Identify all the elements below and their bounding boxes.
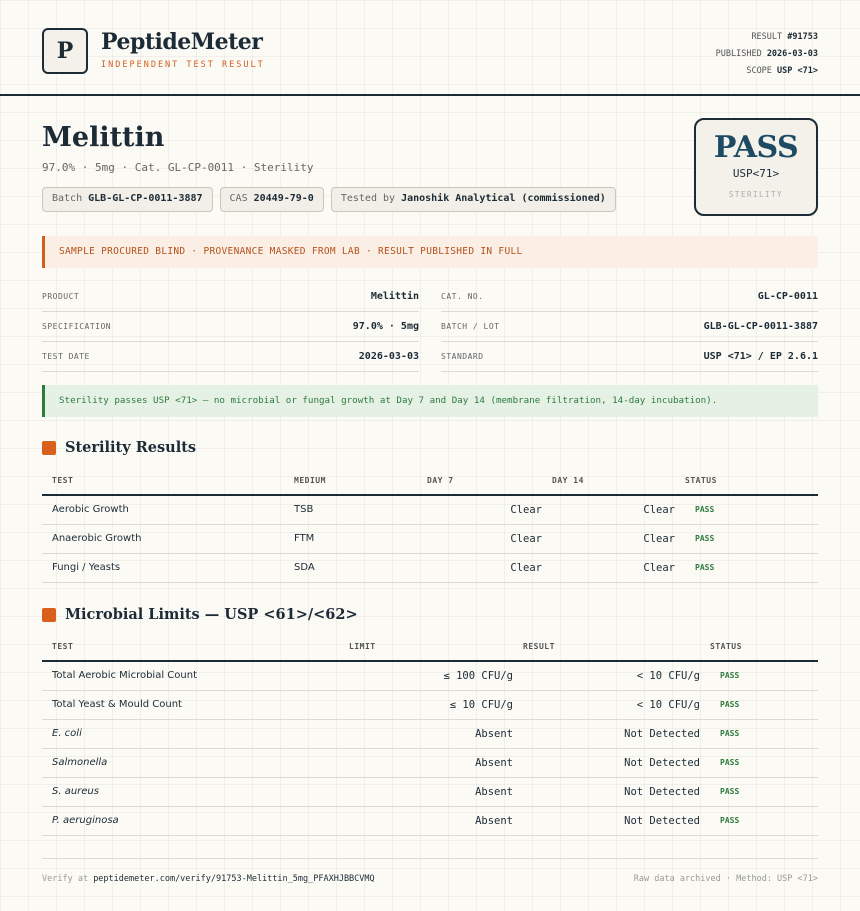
batch-chip [42,187,213,212]
table-row [42,661,818,690]
status-badge: PASS [685,524,818,553]
result-summary-note: Sterility passes USP <71> — no microbial or fungal growth at Day 7 and Day 14 (membrane filtration, 14-day incubation). [42,385,818,417]
status-badge: PASS [710,719,818,748]
section-marker-icon [42,608,56,622]
tested-by-chip-value: Janoshik Analytical (commissioned) [401,193,606,204]
table-row [42,524,818,553]
info-value: GL-CP-0011 [757,291,818,302]
limit: ≤ 10 CFU/g [349,690,523,719]
info-spec [42,312,419,342]
info-catno [441,282,818,312]
day7-result: Clear [427,553,552,582]
cas-chip-value: 20449-79-0 [253,193,314,204]
verdict-word: PASS [713,130,799,165]
result-meta [716,29,818,80]
info-label: PRODUCT [42,292,80,301]
result: Not Detected [523,777,710,806]
medium: SDA [294,553,427,582]
result: Not Detected [523,806,710,835]
limit: Absent [349,777,523,806]
info-date [42,342,419,372]
verdict-card [694,118,818,216]
verify-link[interactable]: peptidemeter.com/verify/91753-Melittin_5mg_PFAXHJBBCVMQ [93,874,375,884]
table-row [42,690,818,719]
column-header: STATUS [710,633,818,661]
test-name: E. coli [42,719,349,748]
batch-chip-value: GLB-GL-CP-0011-3887 [88,193,203,204]
section-marker-icon [42,441,56,455]
medium: FTM [294,524,427,553]
info-label: SPECIFICATION [42,322,112,331]
verify-prefix: Verify at [42,874,89,884]
test-name: Fungi / Yeasts [42,553,294,582]
verify-line [42,874,375,884]
batch-chip-label: Batch [52,193,83,204]
tested-by-chip-label: Tested by [340,193,396,204]
brand-logo[interactable]: P [42,28,88,74]
test-name: Total Yeast & Mould Count [42,690,349,719]
test-name: Total Aerobic Microbial Count [42,661,349,690]
table-row [42,777,818,806]
limit: Absent [349,806,523,835]
column-header: TEST [42,467,294,495]
column-header: DAY 7 [427,467,552,495]
test-name: S. aureus [42,777,349,806]
column-header: RESULT [523,633,710,661]
test-name: Salmonella [42,748,349,777]
table-header-row [42,467,818,495]
product-subtitle: 97.0% · 5mg · Cat. GL-CP-0011 · Sterility [42,161,314,174]
scope-label: SCOPE [746,66,772,76]
page-footer [42,858,818,884]
column-header: TEST [42,633,349,661]
sterility-table [42,467,818,583]
day7-result: Clear [427,495,552,524]
limit: Absent [349,748,523,777]
status-badge: PASS [685,553,818,582]
result: < 10 CFU/g [523,661,710,690]
day14-result: Clear [552,553,685,582]
published-line [716,46,818,63]
section-title: Microbial Limits — USP <61>/<62> [65,606,358,623]
scope-line [716,63,818,80]
scope-value: USP <71> [777,66,818,76]
table-row [42,806,818,835]
published-label: PUBLISHED [715,49,762,59]
limit: Absent [349,719,523,748]
cas-chip [220,187,324,212]
brand-name[interactable]: PeptideMeter [101,29,263,55]
status-badge: PASS [710,690,818,719]
table-row [42,748,818,777]
status-badge: PASS [685,495,818,524]
result: Not Detected [523,748,710,777]
info-label: CAT. NO. [441,292,484,301]
test-name: Aerobic Growth [42,495,294,524]
info-value: GLB-GL-CP-0011-3887 [703,321,818,332]
page-header [0,0,860,96]
day14-result: Clear [552,495,685,524]
column-header: MEDIUM [294,467,427,495]
column-header: STATUS [685,467,818,495]
info-value: 97.0% · 5mg [352,321,419,332]
info-label: BATCH / LOT [441,322,500,331]
info-grid [42,282,818,372]
result-id-value: #91753 [787,32,818,42]
status-badge: PASS [710,777,818,806]
result-id-line [716,29,818,46]
info-value: USP <71> / EP 2.6.1 [703,351,818,362]
product-title: Melittin [42,122,165,153]
day7-result: Clear [427,524,552,553]
verdict-standard: USP<71> [732,167,780,180]
status-badge: PASS [710,806,818,835]
table-row [42,553,818,582]
result: Not Detected [523,719,710,748]
info-label: STANDARD [441,352,484,361]
info-row [42,342,818,372]
info-label: TEST DATE [42,352,90,361]
table-row [42,495,818,524]
brand-tagline: INDEPENDENT TEST RESULT [101,60,265,70]
cas-chip-label: CAS [229,193,248,204]
info-product [42,282,419,312]
tested-by-chip [331,187,616,212]
column-header: LIMIT [349,633,523,661]
info-row [42,282,818,312]
test-name: Anaerobic Growth [42,524,294,553]
microbial-section-heading [42,606,358,623]
table-header-row [42,633,818,661]
result-id-label: RESULT [751,32,783,42]
table-row [42,719,818,748]
verdict-scope: STERILITY [728,190,784,199]
section-title: Sterility Results [65,439,197,456]
sterility-section-heading [42,439,196,456]
info-value: Melittin [370,291,419,302]
info-row [42,312,818,342]
info-standard [441,342,818,372]
provenance-banner: SAMPLE PROCURED BLIND · PROVENANCE MASKED FROM LAB · RESULT PUBLISHED IN FULL [42,236,818,268]
product-chips [42,187,616,212]
status-badge: PASS [710,748,818,777]
result: < 10 CFU/g [523,690,710,719]
day14-result: Clear [552,524,685,553]
published-value: 2026-03-03 [766,49,818,59]
column-header: DAY 14 [552,467,685,495]
info-value: 2026-03-03 [358,351,419,362]
info-batch [441,312,818,342]
medium: TSB [294,495,427,524]
footer-method-note: Raw data archived · Method: USP <71> [633,874,818,884]
test-name: P. aeruginosa [42,806,349,835]
status-badge: PASS [710,661,818,690]
microbial-table [42,633,818,836]
limit: ≤ 100 CFU/g [349,661,523,690]
